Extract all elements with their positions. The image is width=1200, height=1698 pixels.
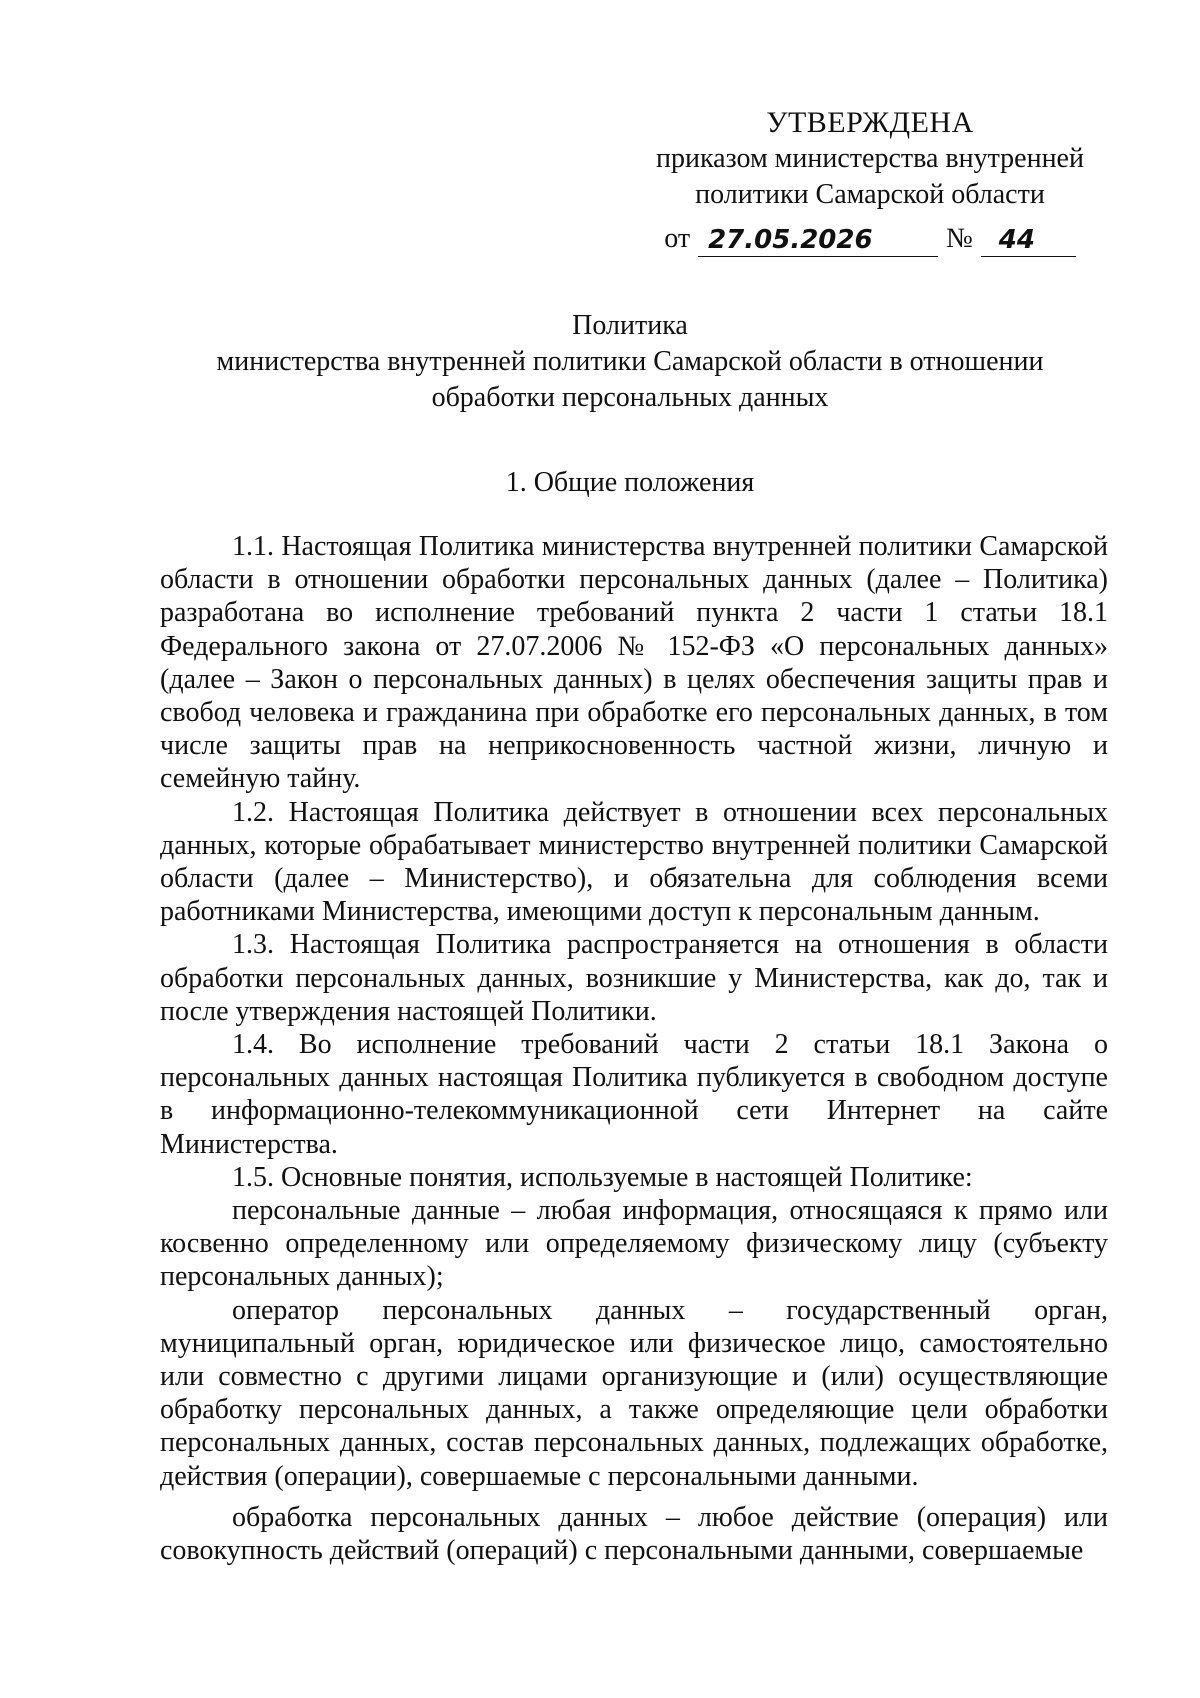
approval-line-1: приказом министерства внутренней [656,143,1084,174]
definition-personal-data: персональные данные – любая информация, относящаяся к прямо или косвенно определенному или определяемому физическому лицу (субъекту персональных данных); [160,1195,1108,1293]
approval-heading: УТВЕРЖДЕНА [766,106,974,139]
definition-processing: обработка персональных данных – любое действие (операция) или совокупность действий (операций) с персональными данными, совершаемые [160,1501,1108,1567]
definition-operator: оператор персональных данных – государственный орган, муниципальный орган, юридическое или физическое лицо, самостоятельно или совместно с другими лицами организующие и (или) осуществляющие обработку персональных данных, а также определяющие цели обработки персональных данных, состав персональных данных, подлежащих обработке, действия (операции), совершаемые с персональными данными. [160,1294,1108,1492]
approval-stamp [640,105,1100,257]
title-line-2: министерства внутренней политики Самарской области в отношении [216,346,1044,377]
date-prefix: от [664,223,691,254]
approval-line-2: политики Самарской области [695,179,1045,210]
handwritten-number: 44 [981,223,1076,257]
title-line-1: Политика [572,310,688,341]
paragraph-1-3: 1.3. Настоящая Политика распространяется на отношения в области обработки персональных данных, возникшие у Министерства, как до, так и после утверждения настоящей Политики. [160,929,1108,1027]
approval-date-number-row [640,213,1100,257]
handwritten-date: 27.05.2026 [698,223,938,257]
section-heading: 1. Общие положения [505,467,755,498]
document-title [150,308,1110,416]
paragraph-1-4: 1.4. Во исполнение требований части 2 статьи 18.1 Закона о персональных данных настоящая Политика публикуется в свободном доступе в информационно-телекоммуникационной сети Интернет на сайте Министерства. [160,1029,1108,1160]
title-line-3: обработки персональных данных [431,382,829,413]
paragraph-1-2: 1.2. Настоящая Политика действует в отношении всех персональных данных, которые обрабатывает министерство внутренней политики Самарской области (далее – Министерство), и обязательна для соблюдения всеми работниками Министерства, имеющими доступ к персональным данным. [160,796,1108,928]
paragraph-1-1: 1.1. Настоящая Политика министерства внутренней политики Самарской области в отношении обработки персональных данных (далее – Политика) разработана во исполнение требований пункта 2 части 1 статьи 18.1 Федерального закона от 27.07.2006 № 152-ФЗ «О персональных данных» (далее – Закон о персональных данных) в целях обеспечения защиты прав и свобод человека и гражданина при обработке его персональных данных, в том числе защиты прав на неприкосновенность частной жизни, личную и семейную тайну. [160,531,1108,795]
number-prefix: № [946,223,973,254]
paragraph-1-5: 1.5. Основные понятия, используемые в настоящей Политике: [232,1161,973,1193]
section-body [160,530,1108,1567]
